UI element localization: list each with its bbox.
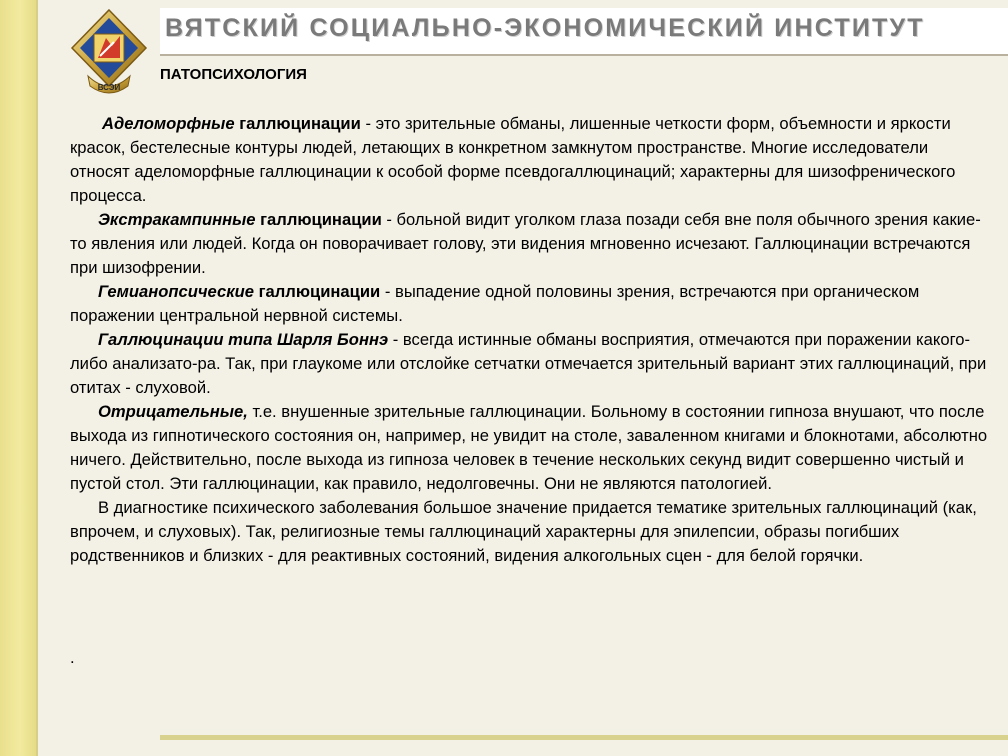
term: Экстракампинные [98, 210, 256, 229]
header-divider [160, 54, 1008, 56]
emblem-label: ВСЭИ [97, 83, 121, 92]
paragraph-text: - выпадение одной половины зрения, встречаются при органическом поражении центральной нервной системы. [70, 282, 920, 325]
trailing-period: . [70, 648, 75, 667]
term-rest: галлюцинации [234, 114, 361, 133]
term: Галлюцинации типа Шарля Боннэ [98, 330, 389, 349]
footer-divider [160, 735, 1008, 740]
paragraph-hemianopic [70, 280, 990, 328]
paragraph-text: т.е. внушенные зрительные галлюцинации. Больному в состоянии гипноза внушают, что после выхода из гипнотического состояния он, например, не увидит на столе, заваленном книгами и блокнотами, абсолютно ничего. Действительно, после выхода из гипноза человек в течение нескольких секунд видит совершенно чистый и пустой стол. Эти галлюцинации, как правило, недолговечны. Они не являются патологией. [70, 402, 988, 493]
paragraph-diagnostics [70, 496, 990, 568]
section-title: ПАТОПСИХОЛОГИЯ [160, 66, 307, 83]
term: Отрицательные, [98, 402, 248, 421]
paragraph-negative [70, 400, 990, 496]
institute-title: ВЯТСКИЙ СОЦИАЛЬНО-ЭКОНОМИЧЕСКИЙ ИНСТИТУТ [165, 14, 925, 42]
paragraph-text: В диагностике психического заболевания большое значение придается тематике зрительных галлюцинаций (как, впрочем, и слуховых). Так, религиозные темы галлюцинаций характерны для эпилепсии, образы погибших родственников и близких - для реактивных состояний, видения алкогольных сцен - для белой горячки. [70, 498, 977, 565]
paragraph-charles-bonnet [70, 328, 990, 400]
paragraph-text: - это зрительные обманы, лишенные четкости форм, объемности и яркости красок, бестелесные контуры людей, летающих в конкретном замкнутом пространстве. Многие исследователи относят аделоморфные галлюцинации к особой форме псевдогаллюцинаций; характерны для шизофренического процесса. [70, 114, 956, 205]
paragraph-extracampine [70, 208, 990, 280]
term-rest: галлюцинации [254, 282, 381, 301]
paragraph-text: - всегда истинные обманы восприятия, отмечаются при поражении какого-либо анализато-ра. Так, при глаукоме или отслойке сетчатки отмечается зрительный вариант этих галлюцинаций, при отитах - слуховой. [70, 330, 987, 397]
institute-emblem-icon [70, 8, 148, 98]
left-decorative-band [0, 0, 36, 756]
paragraph-text: - больной видит уголком глаза позади себя вне поля обычного зрения какие-то явления или людей. Когда он поворачивает голову, эти видения мгновенно исчезают. Галлюцинации встречаются при шизофрении. [70, 210, 981, 277]
article-body [70, 112, 990, 568]
left-band-divider [36, 0, 38, 756]
term-rest: галлюцинации [255, 210, 382, 229]
paragraph-adelomorphic [70, 112, 990, 208]
term: Аделоморфные [102, 114, 235, 133]
term: Гемианопсические [98, 282, 254, 301]
